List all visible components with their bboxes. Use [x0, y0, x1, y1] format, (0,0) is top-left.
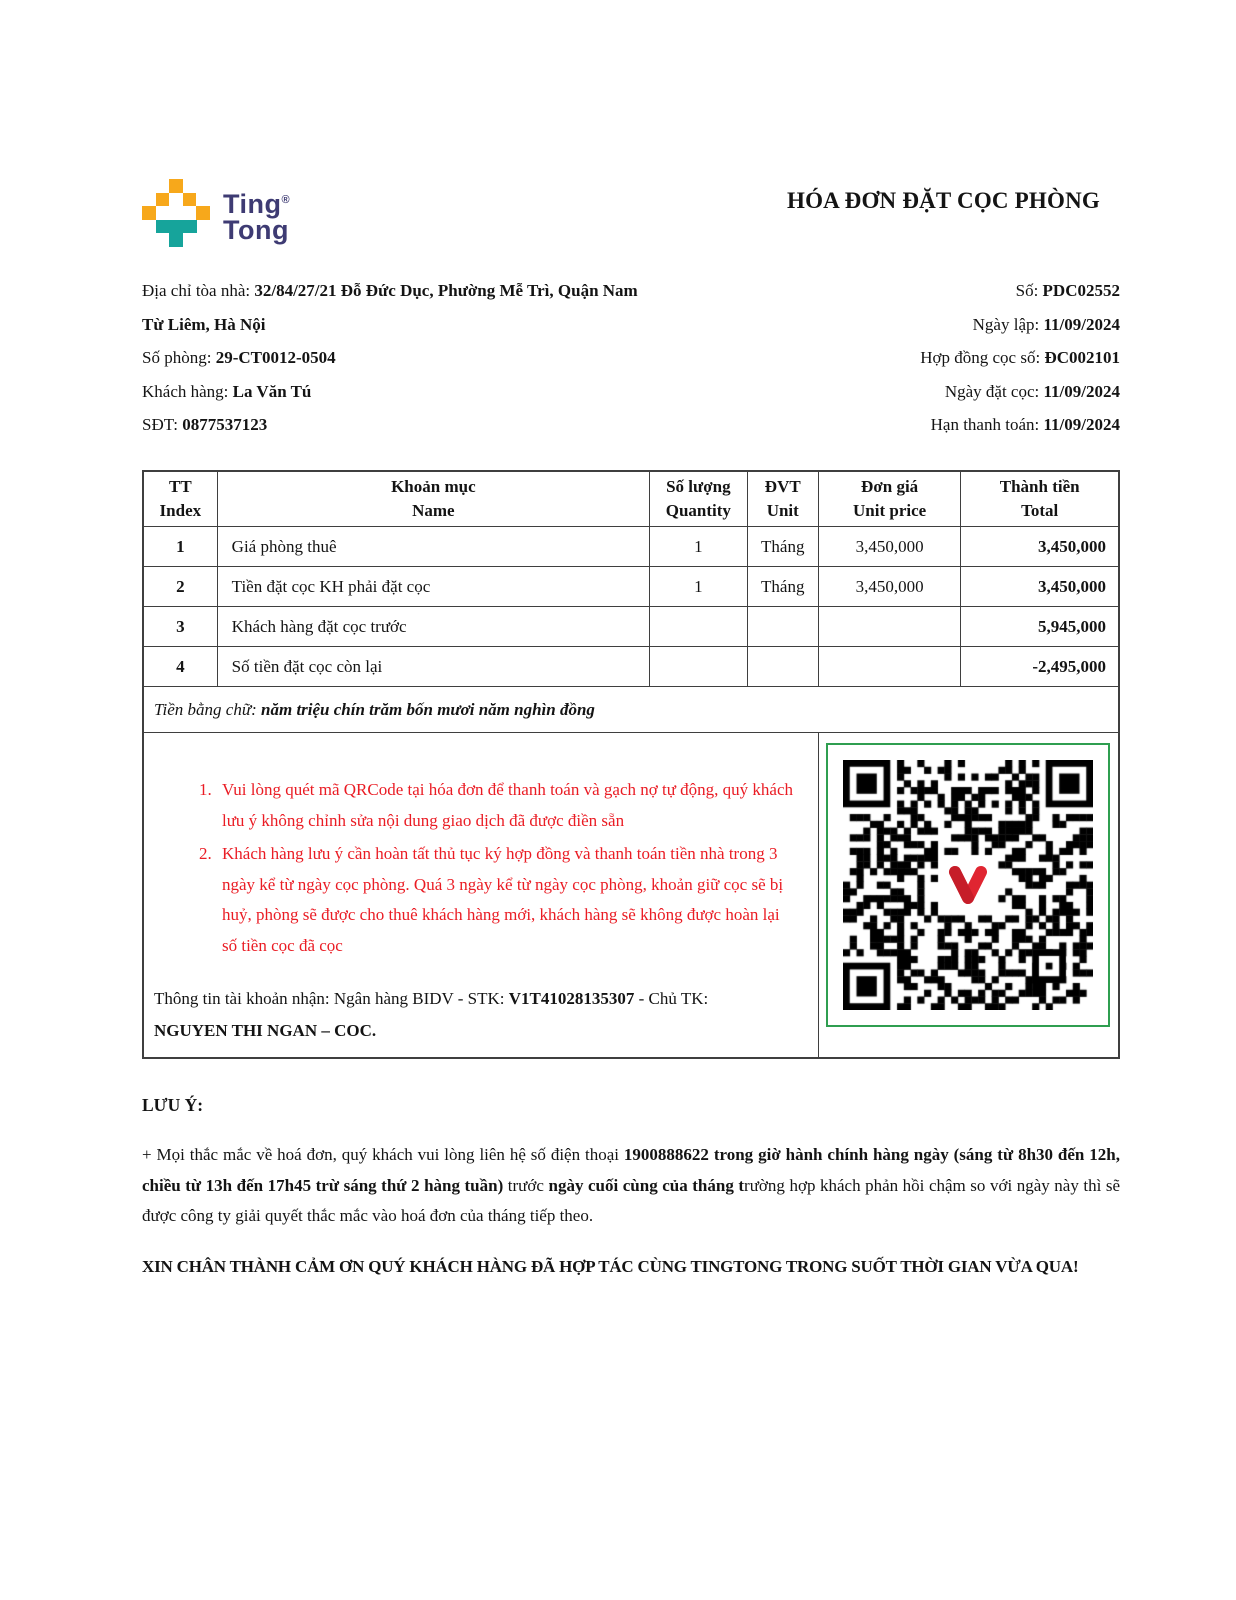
header-total: Thành tiền Total: [961, 471, 1119, 527]
brand-logo: [142, 178, 482, 250]
row-quantity: [650, 607, 748, 647]
row-unit-price: [818, 607, 960, 647]
row-unit-price: 3,450,000: [818, 527, 960, 567]
row-unit: Tháng: [747, 567, 818, 607]
row-quantity: [650, 647, 748, 687]
row-unit: [747, 607, 818, 647]
row-unit-price: 3,450,000: [818, 567, 960, 607]
note-item: 1. Vui lòng quét mã QRCode tại hóa đơn để thanh toán và gạch nợ tự động, quý khách lưu ý không chỉnh sửa nội dung giao dịch đã được điền sẵn: [216, 775, 794, 836]
amount-in-words: Tiền bằng chữ: năm triệu chín trăm bốn mươi năm nghìn đồng: [143, 687, 1119, 733]
header-name: Khoản mục Name: [217, 471, 649, 527]
notes-heading: LƯU Ý:: [142, 1095, 204, 1115]
row-index: 1: [143, 527, 217, 567]
amount-in-words-row: [143, 687, 1119, 733]
due-date-line: Hạn thanh toán: 11/09/2024: [930, 415, 1120, 434]
invoice-title: HÓA ĐƠN ĐẶT CỌC PHÒNG: [786, 188, 1100, 213]
contract-number-line: Hợp đồng cọc số: ĐC002101: [920, 348, 1120, 367]
table-row: [143, 647, 1119, 687]
table-header-row: [143, 471, 1119, 527]
customer-name-line: Khách hàng: La Văn Tú: [142, 381, 312, 401]
payment-notes-row: [143, 733, 1119, 1059]
row-total: 3,450,000: [961, 527, 1119, 567]
header-unit: ĐVT Unit: [747, 471, 818, 527]
row-name: Tiền đặt cọc KH phải đặt cọc: [217, 567, 649, 607]
row-total: 5,945,000: [961, 607, 1119, 647]
row-quantity: 1: [650, 567, 748, 607]
qr-code-box: [826, 743, 1110, 1027]
customer-info-block: [142, 274, 642, 442]
row-unit: [747, 647, 818, 687]
bank-info: Thông tin tài khoản nhận: Ngân hàng BIDV - STK: V1T41028135307 - Chủ TK: NGUYEN THI NGAN – COC.: [154, 989, 709, 1040]
header: [142, 178, 1120, 250]
registered-mark: ®: [281, 194, 291, 206]
header-quantity: Số lượng Quantity: [650, 471, 748, 527]
vietqr-v-icon: [945, 862, 991, 908]
row-unit: Tháng: [747, 527, 818, 567]
header-unit-price: Đơn giá Unit price: [818, 471, 960, 527]
issue-date-line: Ngày lập: 11/09/2024: [972, 314, 1120, 334]
invoice-meta-block: [700, 274, 1120, 442]
room-number-line: Số phòng: 29-CT0012-0504: [142, 348, 336, 367]
invoice-info: [142, 274, 1120, 442]
row-quantity: 1: [650, 527, 748, 567]
row-index: 4: [143, 647, 217, 687]
invoice-number-line: Số: PDC02552: [1015, 281, 1120, 300]
row-index: 3: [143, 607, 217, 647]
header-index: TT Index: [143, 471, 217, 527]
table-row: [143, 527, 1119, 567]
table-row: [143, 567, 1119, 607]
items-table: [142, 470, 1120, 1060]
logo-text-ting: Ting: [223, 189, 282, 219]
deposit-date-line: Ngày đặt cọc: 11/09/2024: [944, 381, 1120, 401]
qr-logo-badge: [940, 857, 996, 913]
row-unit-price: [818, 647, 960, 687]
logo-text-tong: Tong: [223, 215, 289, 245]
logo-wordmark: [223, 178, 290, 243]
tingtong-arrow-icon: [142, 178, 210, 250]
support-note: + Mọi thắc mắc về hoá đơn, quý khách vui lòng liên hệ số điện thoại 1900888622 trong giờ hành chính hàng ngày (sáng từ 8h30 đến 12h, chiều từ 13h đến 17h45 trừ sáng thứ 2 hàng tuần) trước ngày cuối cùng của tháng trường hợp khách phản hồi chậm so với ngày này thì sẽ được công ty giải quyết thắc mắc vào hoá đơn của tháng tiếp theo.: [142, 1145, 1121, 1225]
payment-notes-cell: [143, 733, 818, 1059]
row-name: Khách hàng đặt cọc trước: [217, 607, 649, 647]
notes-list: [154, 775, 794, 961]
invoice-page: [142, 178, 1120, 1282]
phone-line: SĐT: 0877537123: [142, 415, 268, 434]
building-address-line: Địa chỉ tòa nhà: 32/84/27/21 Đỗ Đức Dục, Phường Mễ Trì, Quận Nam Từ Liêm, Hà Nội: [142, 281, 638, 334]
row-name: Số tiền đặt cọc còn lại: [217, 647, 649, 687]
note-item: 2. Khách hàng lưu ý cần hoàn tất thủ tục ký hợp đồng và thanh toán tiền nhà trong 3 ngày kể từ ngày cọc phòng. Quá 3 ngày kể từ ngày cọc phòng, khoản giữ cọc sẽ bị huỷ, phòng sẽ được cho thuê khách hàng mới, khách hàng sẽ không được hoàn lại số tiền cọc đã cọc: [216, 839, 794, 961]
row-index: 2: [143, 567, 217, 607]
thanks-note: XIN CHÂN THÀNH CẢM ƠN QUÝ KHÁCH HÀNG ĐÃ HỢP TÁC CÙNG TINGTONG TRONG SUỐT THỜI GIAN VỪA QUA!: [142, 1256, 1079, 1276]
qr-cell: [818, 733, 1119, 1059]
row-total: -2,495,000: [961, 647, 1119, 687]
row-total: 3,450,000: [961, 567, 1119, 607]
row-name: Giá phòng thuê: [217, 527, 649, 567]
table-row: [143, 607, 1119, 647]
